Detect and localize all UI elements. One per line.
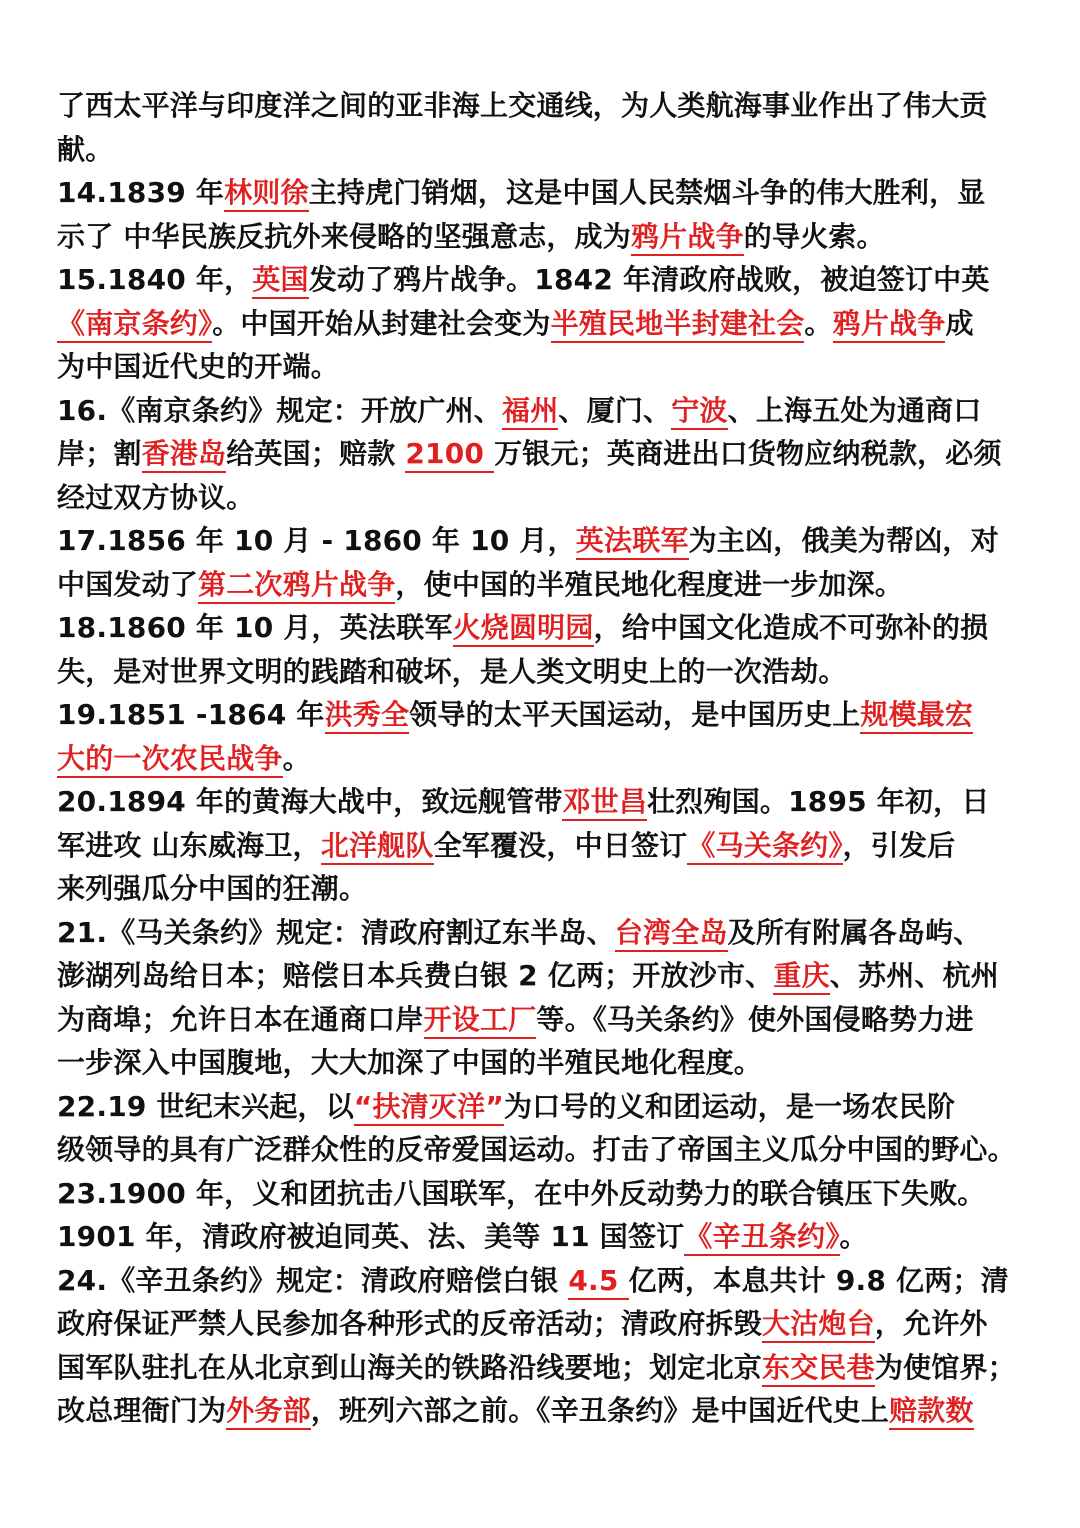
text-segment: 24.《辛丑条约》规定：清政府赔偿白银 xyxy=(57,1263,569,1297)
text-segment: 来列强瓜分中国的狂潮。 xyxy=(57,872,368,905)
text-line xyxy=(57,478,254,518)
text-segment: 1901 年，清政府被迫同英、法、美等 11 国签订 xyxy=(57,1220,685,1253)
text-line xyxy=(57,739,311,779)
text-line xyxy=(57,1217,868,1257)
text-segment: 为口号的义和团运动，是一场农民阶 xyxy=(503,1089,956,1123)
text-line xyxy=(57,130,113,170)
highlighted-term: 重庆 xyxy=(773,959,829,995)
text-segment: 16.《南京条约》规定：开放广州、 xyxy=(57,393,503,427)
text-line xyxy=(57,1000,974,1040)
text-segment: 的导火索。 xyxy=(743,219,885,253)
text-segment: ，引发后 xyxy=(842,828,956,862)
text-segment: 、厦门、 xyxy=(558,393,672,427)
text-line xyxy=(57,1130,1016,1170)
text-line xyxy=(57,173,986,213)
text-segment: 15.1840 年， xyxy=(57,263,253,296)
highlighted-term: “扶清灭洋” xyxy=(354,1090,504,1126)
highlighted-term: 半殖民地半封建社会 xyxy=(551,307,805,343)
text-segment: 。中国开始从封建社会变为 xyxy=(212,306,551,340)
text-segment: 发动了鸦片战争。1842 年清政府战败，被迫签订中英 xyxy=(308,263,990,296)
highlighted-term: 英国 xyxy=(252,263,308,299)
text-segment: 。 xyxy=(804,306,833,340)
text-line xyxy=(57,434,1002,474)
highlighted-term: 福州 xyxy=(502,394,558,430)
text-line xyxy=(57,1304,988,1344)
text-line xyxy=(57,1174,985,1214)
text-line xyxy=(57,304,974,344)
text-line xyxy=(57,608,988,648)
highlighted-term: 《马关条约》 xyxy=(687,829,842,865)
text-segment: 为中国近代史的开端。 xyxy=(57,350,340,383)
highlighted-term: 规模最宏 xyxy=(860,698,973,734)
text-line xyxy=(57,956,999,996)
text-line xyxy=(57,1043,762,1083)
highlighted-term: 英法联军 xyxy=(576,524,689,560)
highlighted-term: 2100 xyxy=(405,437,494,473)
highlighted-term: 《辛丑条约》 xyxy=(684,1220,839,1256)
text-line xyxy=(57,565,903,605)
text-segment: 14.1839 年 xyxy=(57,176,225,209)
text-segment: 全军覆没，中日签订 xyxy=(433,828,688,862)
highlighted-term: 东交民巷 xyxy=(762,1351,875,1387)
text-segment: 军进攻 山东威海卫， xyxy=(57,828,321,862)
text-segment: 政府保证严禁人民参加各种形式的反帝活动；清政府拆毁 xyxy=(57,1307,763,1340)
text-segment: 等。《马关条约》使外国侵略势力进 xyxy=(536,1002,974,1036)
highlighted-term: 林则徐 xyxy=(224,176,309,212)
text-segment: 为主凶，俄美为帮凶，对 xyxy=(688,524,999,557)
text-segment: 国军队驻扎在从北京到山海关的铁路沿线要地；划定北京 xyxy=(57,1350,763,1384)
text-segment: 为使馆界； xyxy=(874,1350,1016,1384)
text-line xyxy=(57,217,885,257)
highlighted-term: 洪秀全 xyxy=(325,698,410,734)
text-segment: 。 xyxy=(282,741,311,775)
highlighted-term: 大沽炮台 xyxy=(762,1307,875,1343)
text-segment: ，给中国文化造成不可弥补的损 xyxy=(593,611,989,644)
highlighted-term: 宁波 xyxy=(671,394,727,430)
highlighted-term: 第二次鸦片战争 xyxy=(198,568,395,604)
text-segment: 20.1894 年的黄海大战中，致远舰管带 xyxy=(57,785,563,818)
text-segment: 成 xyxy=(945,306,974,340)
text-line xyxy=(57,826,955,866)
highlighted-term: 开设工厂 xyxy=(424,1003,537,1039)
highlighted-term: 赔款数 xyxy=(889,1394,974,1430)
text-line xyxy=(57,521,999,561)
text-segment: 21.《马关条约》规定：清政府割辽东半岛、 xyxy=(57,915,615,949)
highlighted-term: 外务部 xyxy=(226,1394,311,1430)
highlighted-term: 鸦片战争 xyxy=(631,220,744,256)
text-segment: 18.1860 年 10 月，英法联军 xyxy=(57,611,453,644)
text-segment: 。 xyxy=(839,1220,868,1253)
text-segment: 一步深入中国腹地，大大加深了中国的半殖民地化程度。 xyxy=(57,1046,763,1079)
text-segment: 级领导的具有广泛群众性的反帝爱国运动。打击了帝国主义瓜分中国的野心。 xyxy=(57,1133,1016,1166)
text-line xyxy=(57,260,990,300)
text-segment: 壮烈殉国。1895 年初，日 xyxy=(647,785,990,818)
text-line xyxy=(57,391,981,431)
text-segment: 示了 中华民族反抗外来侵略的坚强意志，成为 xyxy=(57,219,631,253)
text-segment: 失，是对世界文明的践踏和破坏，是人类文明史上的一次浩劫。 xyxy=(57,654,847,688)
highlighted-term: 火烧圆明园 xyxy=(453,611,594,647)
text-line xyxy=(57,86,988,126)
text-segment: 了西太平洋与印度洋之间的亚非海上交通线，为人类航海事业作出了伟大贡 xyxy=(57,89,988,122)
text-segment: 22.19 世纪末兴起，以 xyxy=(57,1089,354,1123)
text-segment: 改总理衙门为 xyxy=(57,1394,227,1427)
highlighted-term: 鸦片战争 xyxy=(833,307,946,343)
text-segment: 17.1856 年 10 月 - 1860 年 10 月， xyxy=(57,524,576,557)
text-segment: 澎湖列岛给日本；赔偿日本兵费白银 2 亿两；开放沙市、 xyxy=(57,959,774,992)
text-segment: ，允许外 xyxy=(874,1307,988,1340)
text-line xyxy=(57,1391,974,1431)
text-segment: 岸；割 xyxy=(57,437,142,470)
text-segment: 亿两，本息共计 9.8 亿两；清 xyxy=(628,1263,1009,1297)
text-line xyxy=(57,1348,1016,1388)
text-line xyxy=(57,1087,955,1127)
text-segment: 献。 xyxy=(57,132,114,166)
text-segment: 为商埠；允许日本在通商口岸 xyxy=(57,1002,424,1036)
text-segment: 中国发动了 xyxy=(57,567,199,601)
text-segment: 19.1851 -1864 年 xyxy=(57,698,325,731)
text-segment: 经过双方协议。 xyxy=(57,480,255,514)
text-segment: 、上海五处为通商口 xyxy=(727,393,982,427)
text-segment: 23.1900 年，义和团抗击八国联军，在中外反动势力的联合镇压下失败。 xyxy=(57,1176,986,1210)
text-line xyxy=(57,1261,1009,1301)
text-segment: ，使中国的半殖民地化程度进一步加深。 xyxy=(395,567,904,601)
text-segment: 万银元；英商进出口货物应纳税款，必须 xyxy=(494,437,1002,470)
text-segment: 主持虎门销烟，这是中国人民禁烟斗争的伟大胜利，显 xyxy=(308,176,986,209)
text-line xyxy=(57,652,847,692)
text-segment: 及所有附属各岛屿、 xyxy=(727,915,982,949)
highlighted-term: 4.5 xyxy=(568,1264,628,1300)
highlighted-term: 大的一次农民战争 xyxy=(57,742,283,778)
highlighted-term: 《南京条约》 xyxy=(57,307,212,343)
highlighted-term: 香港岛 xyxy=(142,437,227,473)
text-line xyxy=(57,913,981,953)
text-segment: 领导的太平天国运动，是中国历史上 xyxy=(409,698,861,731)
highlighted-term: 北洋舰队 xyxy=(321,829,434,865)
text-line xyxy=(57,782,990,822)
text-line xyxy=(57,347,339,387)
highlighted-term: 邓世昌 xyxy=(562,785,647,821)
text-line xyxy=(57,695,973,735)
text-segment: ，班列六部之前。《辛丑条约》是中国近代史上 xyxy=(310,1394,890,1427)
text-line xyxy=(57,869,367,909)
text-segment: 给英国；赔款 xyxy=(226,437,406,470)
text-segment: 、苏州、杭州 xyxy=(829,959,999,992)
highlighted-term: 台湾全岛 xyxy=(615,916,728,952)
